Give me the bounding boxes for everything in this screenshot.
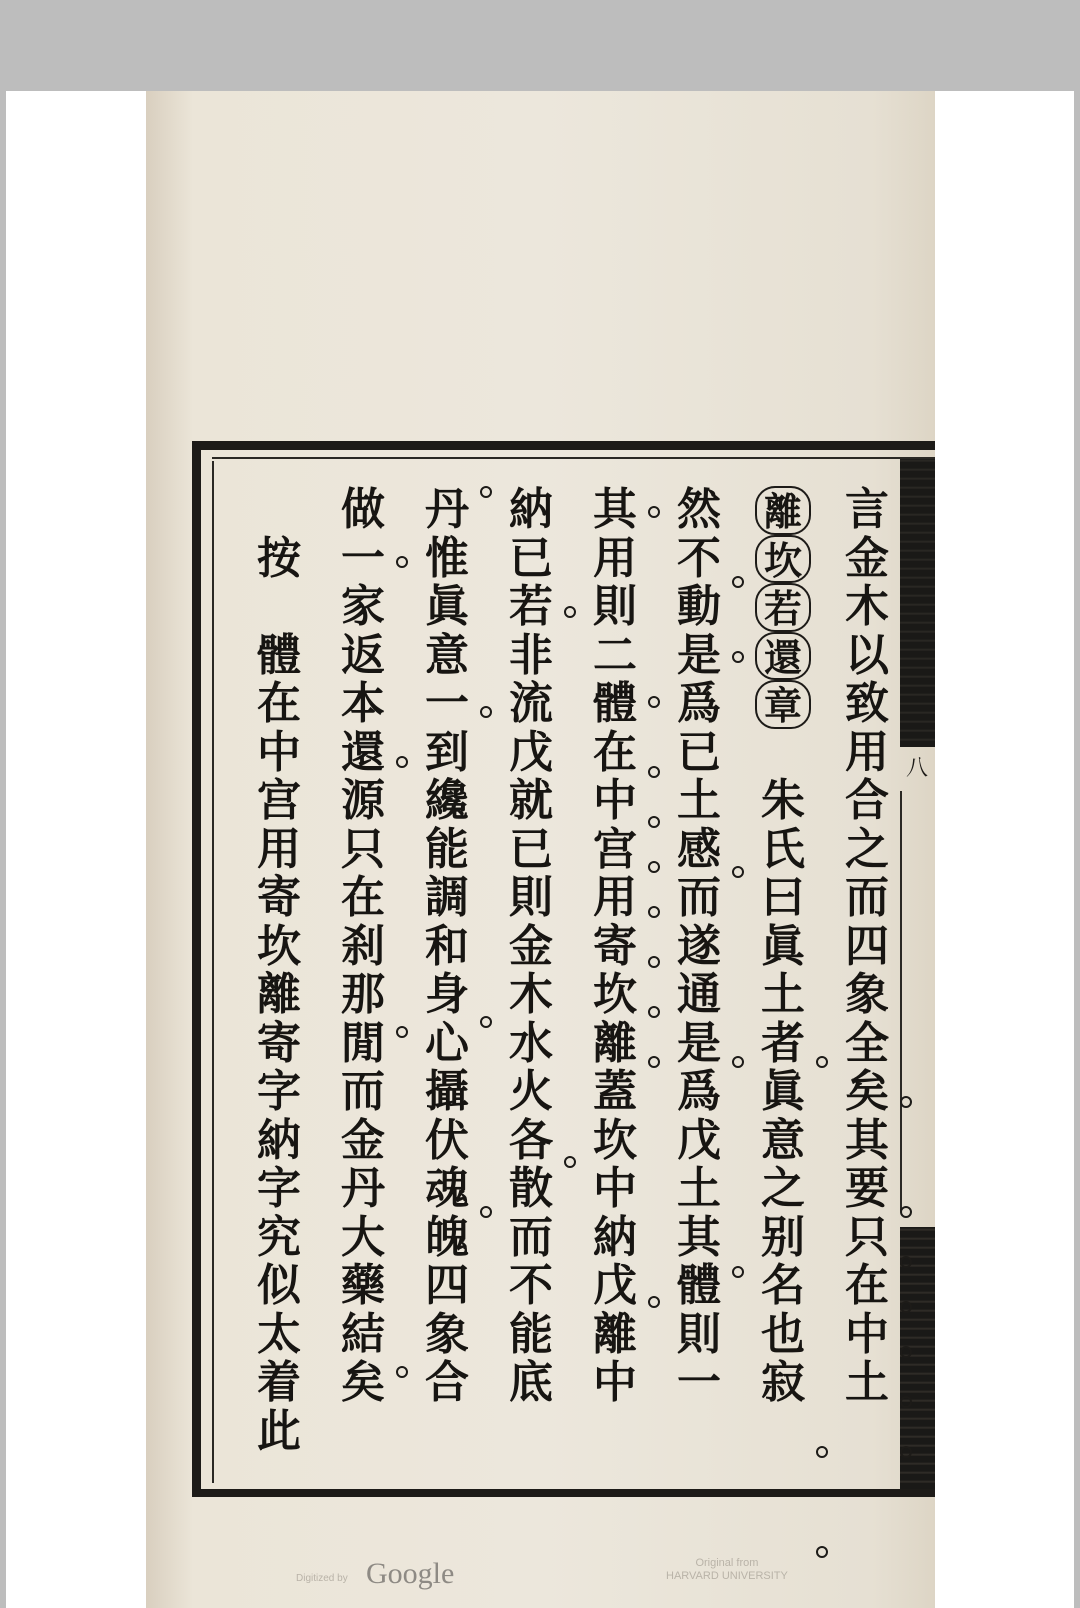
text-char: 心 <box>425 1017 469 1069</box>
text-char: 二 <box>593 629 637 681</box>
text-char: 那 <box>341 969 385 1020</box>
punctuation-mark-column <box>730 486 750 1486</box>
text-char: 體 <box>257 629 301 681</box>
text-char: 意 <box>761 1114 805 1166</box>
text-char: 土 <box>677 1163 721 1214</box>
text-char: 離 <box>257 969 301 1020</box>
punctuation-circle <box>648 766 660 778</box>
text-char: 一 <box>425 678 469 729</box>
text-char: 致 <box>845 678 889 729</box>
text-char: 坎 <box>593 969 637 1020</box>
text-char: 而 <box>677 872 721 923</box>
text-char: 則 <box>593 581 637 632</box>
text-column <box>334 486 392 1408</box>
text-char: 纔 <box>425 775 469 826</box>
text-char: 藥 <box>341 1260 385 1311</box>
text-char: 丹 <box>341 1163 385 1214</box>
text-char: 名 <box>761 1260 805 1311</box>
punctuation-circle <box>648 906 660 918</box>
text-char: 本 <box>341 678 385 729</box>
text-char: 之 <box>761 1163 805 1214</box>
punctuation-circle <box>396 556 408 568</box>
text-char: 木 <box>509 969 553 1020</box>
punctuation-circle <box>732 1266 744 1278</box>
text-char: 源 <box>341 775 385 826</box>
chapter-title-char: 章 <box>755 680 811 729</box>
punctuation-circle <box>564 1156 576 1168</box>
text-char: 體 <box>593 678 637 729</box>
punctuation-circle <box>648 506 660 518</box>
text-char: 似 <box>257 1260 301 1311</box>
punctuation-circle <box>816 1446 828 1458</box>
text-char: 是 <box>677 629 721 681</box>
punctuation-circle <box>564 606 576 618</box>
text-char: 則 <box>509 872 553 923</box>
text-column <box>586 486 644 1408</box>
text-char: 納 <box>509 484 553 535</box>
punctuation-circle <box>900 1346 912 1358</box>
text-char: 用 <box>593 872 637 923</box>
text-char: 木 <box>845 581 889 632</box>
punctuation-circle <box>648 1056 660 1068</box>
text-char: 究 <box>257 1211 301 1263</box>
text-char: 此 <box>257 1405 301 1457</box>
text-char: 寄 <box>257 872 301 923</box>
punctuation-circle <box>648 1296 660 1308</box>
text-char: 戊 <box>593 1260 637 1311</box>
text-char <box>251 486 307 535</box>
text-char: 一 <box>341 532 385 584</box>
chapter-title-char: 還 <box>755 632 811 681</box>
scan-watermark <box>146 1555 935 1595</box>
text-char: 而 <box>509 1211 553 1263</box>
text-char: 戊 <box>509 726 553 778</box>
punctuation-circle <box>816 1056 828 1068</box>
text-column <box>418 486 476 1408</box>
text-char: 中 <box>845 1308 889 1360</box>
chapter-title-char: 坎 <box>755 535 811 584</box>
text-char: 坎 <box>257 920 301 972</box>
text-char: 離 <box>593 1017 637 1069</box>
text-char: 通 <box>677 969 721 1020</box>
text-char: 用 <box>593 532 637 584</box>
text-column <box>502 486 560 1408</box>
punctuation-circle <box>480 706 492 718</box>
text-char: 魄 <box>425 1211 469 1263</box>
punctuation-circle <box>900 1396 912 1408</box>
google-logo: Google <box>366 1557 455 1590</box>
punctuation-circle <box>396 756 408 768</box>
text-char: 金 <box>845 532 889 584</box>
text-char: 别 <box>761 1211 805 1263</box>
text-char: 不 <box>509 1260 553 1311</box>
text-char: 火 <box>509 1066 553 1117</box>
text-char: 其 <box>593 484 637 535</box>
text-char: 然 <box>677 484 721 535</box>
text-char: 之 <box>845 823 889 875</box>
original-from-label: Original from HARVARD UNIVERSITY <box>666 1557 788 1582</box>
text-char: 已 <box>677 726 721 778</box>
text-char: 能 <box>509 1308 553 1360</box>
text-char: 只 <box>341 823 385 875</box>
text-char: 字 <box>257 1163 301 1214</box>
text-column <box>670 486 728 1408</box>
text-char: 中 <box>593 775 637 826</box>
text-char: 眞 <box>761 920 805 972</box>
text-char: 用 <box>845 726 889 778</box>
punctuation-circle <box>900 1256 912 1268</box>
punctuation-circle <box>648 1006 660 1018</box>
punctuation-circle <box>648 861 660 873</box>
chapter-title-char: 若 <box>755 583 811 632</box>
text-char: 家 <box>341 581 385 632</box>
print-border-inner-left <box>212 461 214 1483</box>
text-char: 在 <box>845 1260 889 1311</box>
punctuation-mark-column <box>898 486 918 1486</box>
text-char: 而 <box>341 1066 385 1117</box>
text-char: 底 <box>509 1357 553 1408</box>
text-char: 調 <box>425 872 469 923</box>
punctuation-circle <box>732 1056 744 1068</box>
text-char: 納 <box>593 1211 637 1263</box>
text-char: 戊 <box>677 1114 721 1166</box>
margin-mark: 八 <box>906 756 929 781</box>
text-char: 攝 <box>425 1066 469 1117</box>
text-char: 土 <box>845 1357 889 1408</box>
punctuation-circle <box>396 1026 408 1038</box>
text-char: 惟 <box>425 532 469 584</box>
punctuation-mark-column <box>478 486 498 1486</box>
text-char: 大 <box>341 1211 385 1263</box>
text-char: 中 <box>593 1357 637 1408</box>
text-char: 而 <box>845 872 889 923</box>
punctuation-mark-column <box>562 486 582 1486</box>
text-char <box>251 583 307 632</box>
text-char: 爲 <box>677 1066 721 1117</box>
text-char: 刹 <box>341 920 385 972</box>
text-char: 散 <box>509 1163 553 1214</box>
text-char: 氏 <box>761 823 805 875</box>
text-char: 金 <box>509 920 553 972</box>
text-char: 在 <box>341 872 385 923</box>
text-char: 土 <box>761 969 805 1020</box>
text-char: 矣 <box>341 1357 385 1408</box>
text-char: 金 <box>341 1114 385 1166</box>
text-char: 其 <box>845 1114 889 1166</box>
text-char: 能 <box>425 823 469 875</box>
text-char: 四 <box>845 920 889 972</box>
text-char: 寄 <box>593 920 637 972</box>
text-column <box>250 486 308 1456</box>
text-char: 用 <box>257 823 301 875</box>
text-char: 流 <box>509 678 553 729</box>
text-column <box>754 486 812 1408</box>
text-char: 動 <box>677 581 721 632</box>
text-char: 土 <box>677 775 721 826</box>
text-column <box>838 486 896 1408</box>
text-char: 一 <box>677 1357 721 1408</box>
text-char: 合 <box>845 775 889 826</box>
text-char: 若 <box>509 581 553 632</box>
punctuation-circle <box>480 1016 492 1028</box>
punctuation-circle <box>900 1446 912 1458</box>
text-char: 和 <box>425 920 469 972</box>
punctuation-mark-column <box>814 486 834 1486</box>
text-char: 已 <box>509 532 553 584</box>
punctuation-mark-column <box>646 486 666 1486</box>
text-char: 體 <box>677 1260 721 1311</box>
text-char: 矣 <box>845 1066 889 1117</box>
text-body <box>218 484 929 1486</box>
text-char: 只 <box>845 1211 889 1263</box>
text-char: 象 <box>845 969 889 1020</box>
text-char: 中 <box>593 1163 637 1214</box>
text-char: 象 <box>425 1308 469 1360</box>
text-char: 返 <box>341 629 385 681</box>
text-char: 感 <box>677 823 721 875</box>
text-char: 做 <box>341 484 385 535</box>
text-char: 合 <box>425 1357 469 1408</box>
print-border-inner-top <box>212 457 935 459</box>
text-char: 在 <box>257 678 301 729</box>
text-char: 各 <box>509 1114 553 1166</box>
punctuation-circle <box>648 816 660 828</box>
punctuation-circle <box>900 1096 912 1108</box>
text-char: 水 <box>509 1017 553 1069</box>
punctuation-circle <box>732 866 744 878</box>
text-char: 離 <box>593 1308 637 1360</box>
text-char: 魂 <box>425 1163 469 1214</box>
text-char: 爲 <box>677 678 721 729</box>
text-char: 還 <box>341 726 385 778</box>
text-char: 不 <box>677 532 721 584</box>
text-char <box>755 729 811 778</box>
punctuation-circle <box>648 696 660 708</box>
text-char: 全 <box>845 1017 889 1069</box>
text-char: 言 <box>845 484 889 535</box>
text-char: 結 <box>341 1308 385 1360</box>
text-char: 到 <box>425 726 469 778</box>
punctuation-circle <box>900 1206 912 1218</box>
text-char: 坎 <box>593 1114 637 1166</box>
text-char: 字 <box>257 1066 301 1117</box>
text-char: 眞 <box>425 581 469 632</box>
text-char: 閒 <box>341 1017 385 1069</box>
text-char: 已 <box>509 823 553 875</box>
text-char: 按 <box>257 532 301 584</box>
text-char: 宫 <box>257 775 301 826</box>
text-char: 蓋 <box>593 1066 637 1117</box>
punctuation-circle <box>396 1366 408 1378</box>
text-char: 中 <box>257 726 301 778</box>
text-char: 在 <box>593 726 637 778</box>
text-char: 四 <box>425 1260 469 1311</box>
text-char: 以 <box>845 629 889 681</box>
text-char: 朱 <box>761 775 805 826</box>
digitized-by-label: Digitized by <box>296 1573 348 1584</box>
text-char: 丹 <box>425 484 469 535</box>
punctuation-circle <box>732 576 744 588</box>
text-char: 太 <box>257 1308 301 1360</box>
text-char: 就 <box>509 775 553 826</box>
text-char: 要 <box>845 1163 889 1214</box>
punctuation-circle <box>900 1301 912 1313</box>
text-char: 曰 <box>761 872 805 923</box>
text-char: 則 <box>677 1308 721 1360</box>
punctuation-circle <box>732 651 744 663</box>
chapter-title-char: 離 <box>755 486 811 535</box>
text-char: 伏 <box>425 1114 469 1166</box>
text-char: 意 <box>425 629 469 681</box>
text-char: 其 <box>677 1211 721 1263</box>
punctuation-circle <box>648 956 660 968</box>
punctuation-mark-column <box>394 486 414 1486</box>
text-char: 者 <box>761 1017 805 1069</box>
text-char: 也 <box>761 1308 805 1360</box>
text-char: 非 <box>509 629 553 681</box>
text-char: 寄 <box>257 1017 301 1069</box>
text-char: 納 <box>257 1114 301 1166</box>
text-char: 遂 <box>677 920 721 972</box>
text-char: 寂 <box>761 1357 805 1408</box>
punctuation-circle <box>480 1206 492 1218</box>
text-char: 眞 <box>761 1066 805 1117</box>
text-char: 宫 <box>593 823 637 875</box>
punctuation-circle <box>480 486 492 498</box>
text-char: 着 <box>257 1357 301 1408</box>
scanned-page <box>146 91 935 1608</box>
text-char: 身 <box>425 969 469 1020</box>
text-char: 是 <box>677 1017 721 1069</box>
